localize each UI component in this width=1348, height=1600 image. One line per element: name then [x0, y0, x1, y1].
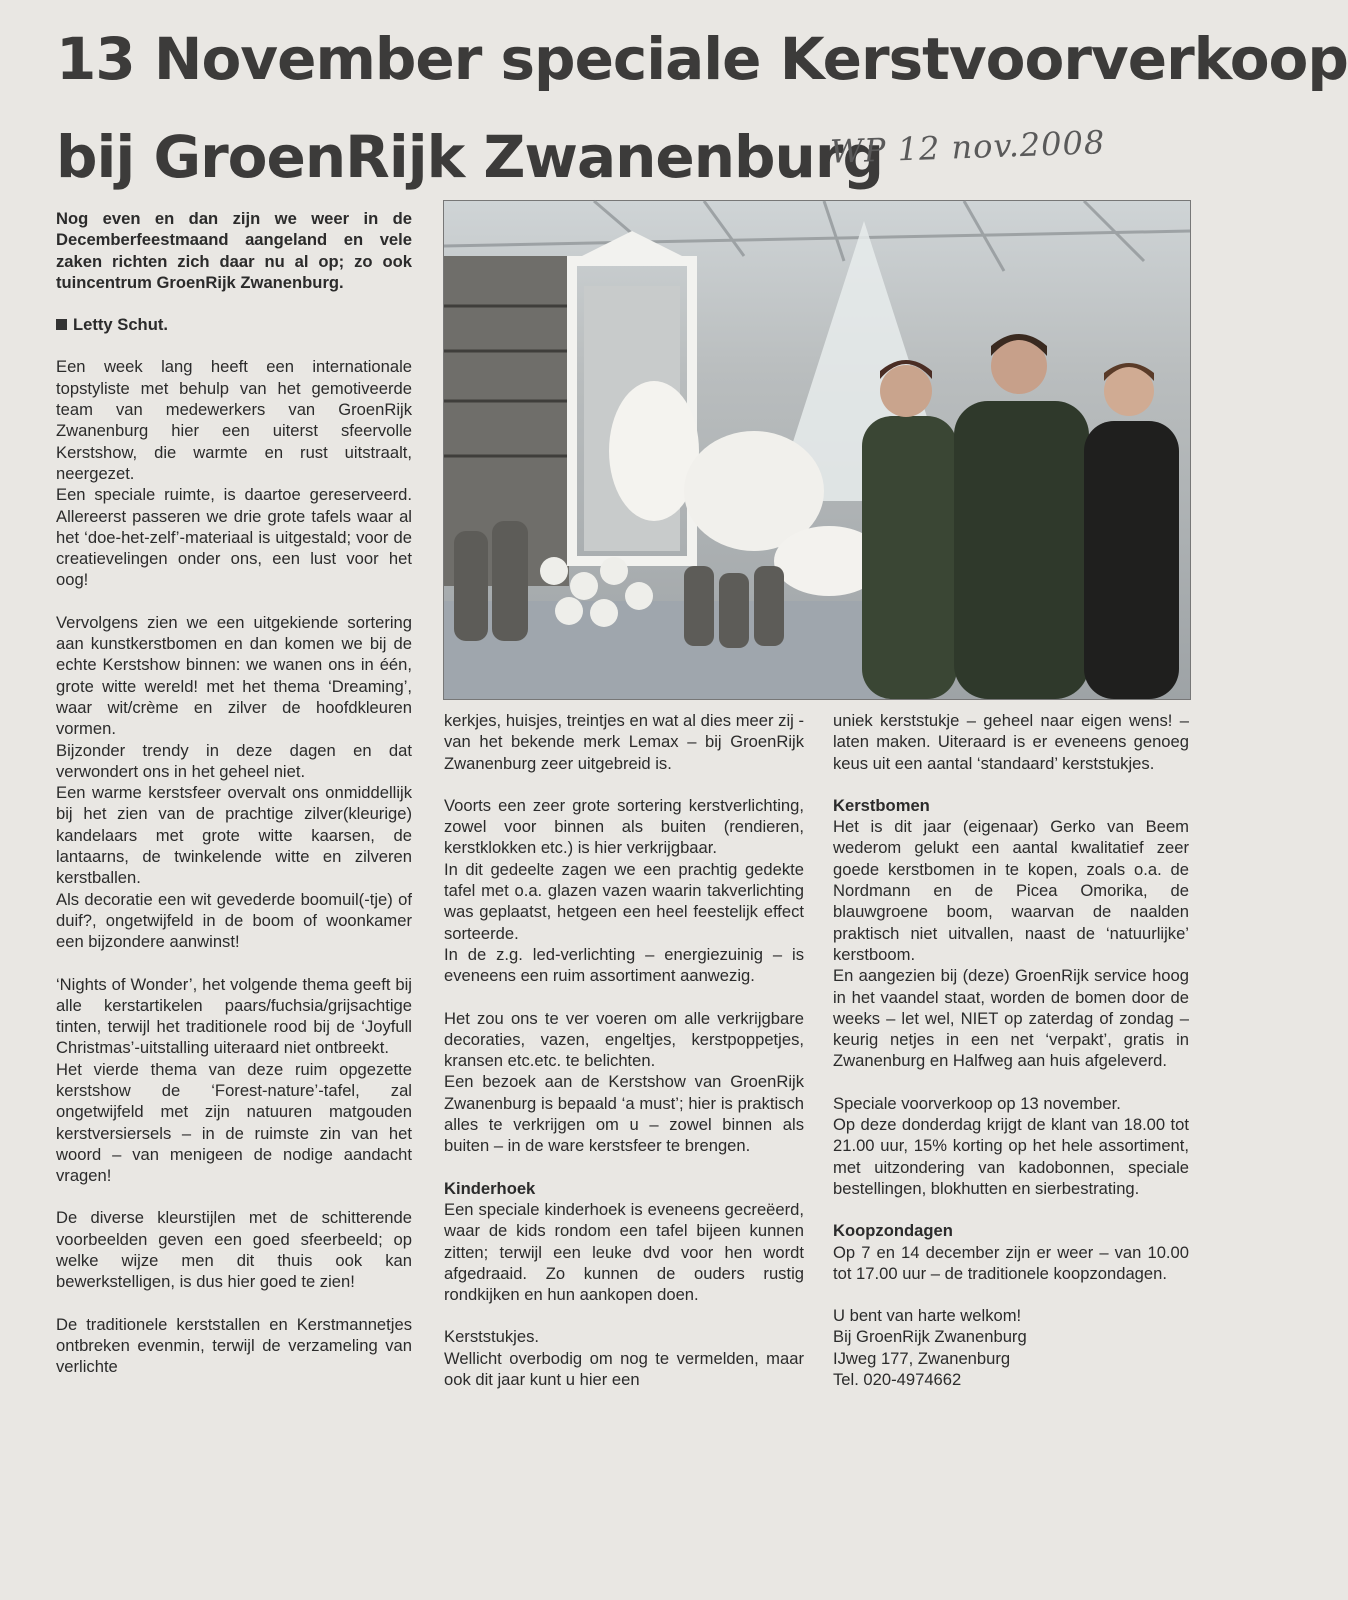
paragraph: uniek kerststukje – geheel naar eigen wens! – laten maken. Uiteraard is er eveneens genoeg keus uit een aantal ‘standaard’ kerststukjes. — [833, 711, 1189, 773]
paragraph: Voorts een zeer grote sortering kerstverlichting, zowel voor binnen als buiten (rendieren, kerstklokken etc.) is hier verkrijgbaar. — [444, 795, 804, 858]
column-3 — [833, 710, 1189, 1390]
paragraph: ‘Nights of Wonder’, het volgende thema geeft bij alle kerstartikelen paars/fuchsia/grijsachtige tinten, terwijl het traditionele rood bij de ‘Joyfull Christmas’-uitstalling uiteraard niet ontbreekt. — [56, 974, 412, 1058]
paragraph: kerkjes, huisjes, treintjes en wat al dies meer zij - van het bekende merk Lemax – bij GroenRijk Zwanenburg zeer uitgebreid is. — [444, 711, 804, 773]
byline-author: Letty Schut. — [73, 315, 168, 335]
paragraph: Als decoratie een wit gevederde boomuil(-tje) of duif?, ongetwijfeld in de boom of woonkamer een bijzondere aanwinst! — [56, 889, 412, 952]
handwritten-note: WP 12 nov.2008 — [829, 123, 1106, 171]
paragraph: In de z.g. led-verlichting – energiezuinig – is eveneens een ruim assortiment aanwezig. — [444, 944, 804, 986]
paragraph: Een week lang heeft een internationale topstyliste met behulp van het gemotiveerde team van medewerkers van GroenRijk Zwanenburg hier een uiterst sfeervolle Kerstshow, die warmte en rust uitstraalt, neergezet. — [56, 357, 412, 483]
column-2 — [444, 710, 804, 1411]
contact-line: Tel. 020-4974662 — [833, 1370, 962, 1390]
paragraph: Speciale voorverkoop op 13 november. — [833, 1093, 1121, 1113]
column-1 — [56, 208, 412, 1399]
section-heading-koopzondagen: Koopzondagen — [833, 1221, 953, 1241]
byline — [56, 314, 412, 335]
paragraph: Een speciale ruimte, is daartoe gereserveerd. Allereerst passeren we drie grote tafels waar al het ‘doe-het-zelf’-materiaal is uitgestald; voor de creatievelingen onder ons, een lust voor het oog! — [56, 485, 412, 590]
contact-line: IJweg 177, Zwanenburg — [833, 1348, 1011, 1368]
paragraph: Een warme kerstsfeer overvalt ons onmiddellijk bij het zien van de prachtige zilver(kleurige) kandelaars met grote witte kaarsen, de lantaarns, de twinkelende witte en zilveren kerstballen. — [56, 783, 412, 888]
contact-line: Bij GroenRijk Zwanenburg — [833, 1327, 1027, 1347]
contact-block — [833, 1305, 1189, 1390]
paragraph: Vervolgens zien we een uitgekiende sortering aan kunstkerstbomen en dan komen we bij de echte Kerstshow binnen: we wanen ons in één, grote witte wereld! met het thema ‘Dreaming’, waar wit/crème en zilver de hoofdkleuren vormen. — [56, 612, 412, 739]
lead-paragraph: Nog even en dan zijn we weer in de Decemberfeestmaand aangeland en vele zaken richten zich daar nu al op; zo ook tuincentrum GroenRijk Zwanenburg. — [56, 209, 412, 292]
paragraph: De diverse kleurstijlen met de schitterende voorbeelden geven een goed sfeerbeeld; op welke wijze men dit thuis ook kan bewerkstelligen, is dus hier goed te zien! — [56, 1208, 412, 1292]
section-heading-kerststukjes: Kerststukjes. — [444, 1327, 539, 1347]
paragraph: Het vierde thema van deze ruim opgezette kerstshow de ‘Forest-nature’-tafel, zal ongetwijfeld met zijn natuuren matgouden kerstversiersels – in de ruimste zin van het woord – van menigeen de nodige aandacht vragen! — [56, 1059, 412, 1186]
paragraph: Bijzonder trendy in deze dagen en dat verwondert ons in het geheel niet. — [56, 740, 412, 781]
paragraph: In dit gedeelte zagen we een prachtig gedekte tafel met o.a. glazen vazen waarin takverlichting was geplaatst, hetgeen een heel feestelijk effect sorteerde. — [444, 859, 804, 943]
paragraph: En aangezien bij (deze) GroenRijk service hoog in het vaandel staat, worden de bomen door de weeks – let wel, NIET op zaterdag of zondag – keurig netjes in een net ‘verpakt’, gratis in Zwanenburg en Halfweg aan huis afgeleverd. — [833, 966, 1189, 1071]
contact-line: U bent van harte welkom! — [833, 1306, 1022, 1326]
photo-illustration — [444, 201, 1190, 699]
paragraph: Op deze donderdag krijgt de klant van 18.00 tot 21.00 uur, 15% korting op het hele assortiment, met uitzondering van kadobonnen, speciale bestellingen, blokhutten en sierbestrating. — [833, 1115, 1189, 1198]
headline-line-1: 13 November speciale Kerstvoorverkoop — [56, 25, 1348, 93]
paragraph: De traditionele kerststallen en Kerstmannetjes ontbreken evenmin, terwijl de verzameling van verlichte — [56, 1314, 412, 1377]
headline-line-2: bij GroenRijk Zwanenburg — [56, 123, 883, 191]
paragraph: Een bezoek aan de Kerstshow van GroenRijk Zwanenburg is bepaald ‘a must’; hier is praktisch alles te verkrijgen om u – zowel binnen als buiten – in de ware kerstsfeer te brengen. — [444, 1072, 804, 1156]
headline — [56, 10, 1348, 206]
section-heading-kerstbomen: Kerstbomen — [833, 795, 930, 815]
paragraph: Het zou ons te ver voeren om alle verkrijgbare decoraties, vazen, engeltjes, kerstpoppetjes, kransen etc.etc. te belichten. — [444, 1008, 804, 1071]
paragraph: Wellicht overbodig om nog te vermelden, maar ook dit jaar kunt u hier een — [444, 1348, 804, 1390]
square-bullet-icon — [56, 319, 67, 330]
paragraph: Een speciale kinderhoek is eveneens gecreëerd, waar de kids rondom een tafel bijeen kunnen zitten; terwijl een leuke dvd voor hen wordt afgedraaid. Zo kunnen de ouders rustig rondkijken en hun aankopen doen. — [444, 1199, 804, 1305]
paragraph: Het is dit jaar (eigenaar) Gerko van Beem wederom gelukt een aantal kwalitatief zeer goede kerstbomen in te kopen, zoals o.a. de Nordmann en de Picea Omorika, de blauwgroene boom, waarvan de naalden praktisch niet uitvallen, naast de ‘natuurlijke’ kerstboom. — [833, 817, 1189, 964]
section-heading-kinderhoek: Kinderhoek — [444, 1178, 536, 1198]
paragraph: Op 7 en 14 december zijn er weer – van 10.00 tot 17.00 uur – de traditionele koopzondagen. — [833, 1242, 1189, 1283]
article-photo — [443, 200, 1191, 700]
